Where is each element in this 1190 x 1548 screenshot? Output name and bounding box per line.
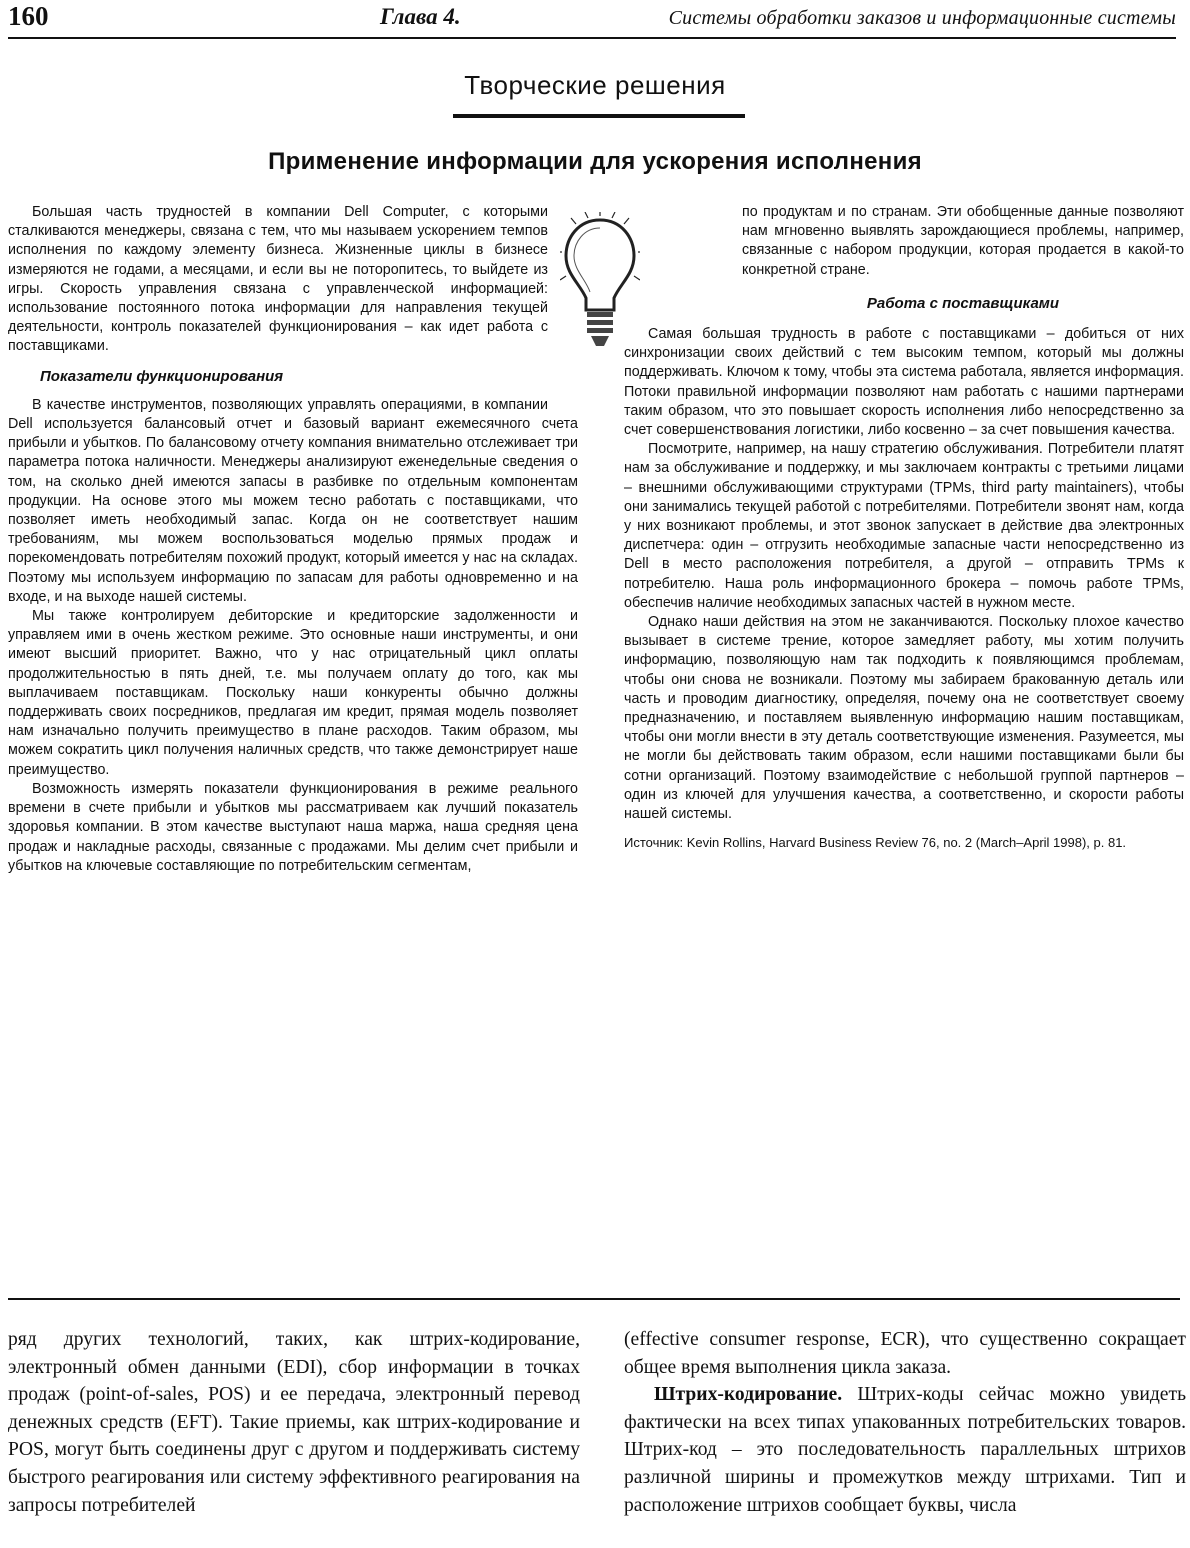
box-heading [0,70,1190,101]
section-lead: Штрих-кодирование. [654,1384,843,1406]
bulb-spacer [624,203,742,323]
box-paragraph: В качестве инструментов, позволяющих управлять операциями, в компании Dell используется балансовый отчет и базовый вариант ежемесячного счета прибыли и убытков. По балансовому отчету компания внимательно отслеживает три параметра потока наличности. Менеджеры анализируют еженедельные сведения о том, на сколько дней имеются запасы в разбивке по отдельным компонентам продукции. На основе этого мы можем тесно работать с поставщиками, что позволяет иметь необходимый запас. Когда он не соответствует нашим требованиям, мы можем воспользоваться моделью прямых продаж и порекомендовать потребителям похожий продукт, который имеется у нас на складах. Поэтому мы используем информацию по запасам для работы одновременно и на входе, и на выходе нашей системы. [8,396,578,605]
box-paragraph: Однако наши действия на этом не заканчиваются. Поскольку плохое качество вызывает в системе трение, которое замедляет работу, мы хотим получить информацию, позволяющую нам так подходить к появляющимся проблемам, чтобы они снова не возникали. Поэтому мы забираем бракованную деталь или часть и проводим диагностику, определяя, почему она не соответствует своему предназначению, и поставляем выявленную информацию нашим поставщикам, чтобы они могли внести в эту деталь соответствующие изменения. Разумеется, мы не могли бы действовать таким образом, если нашими поставщиками были бы сотни организаций. Поэтому взаимодействие с небольшой группой партнеров – один из ключей для улучшения качества, а соответственно, и скорости работы нашей системы. [624,614,1184,823]
running-title: Системы обработки заказов и информационные системы [668,7,1176,29]
box-paragraph: Возможность измерять показатели функционирования в режиме реального времени в счете прибыли и убытков мы рассматриваем как лучший показатель здоровья компании. В этом качестве выступают наша маржа, наша средняя цена продаж и накладные расходы, связанные с продажами. Мы делим счет прибыли и убытков на ключевые составляющие по потребительским сегментам, [8,780,578,874]
header-rule [8,37,1176,39]
box-paragraph: Мы также контролируем дебиторские и кредиторские задолженности и управляем ими в очень жестком режиме. Это основные наши инструменты, и они имеют высший приоритет. Важно, что у нас отрицательный цикл оплаты продолжительностью в пять дней, т.е. мы получаем оплату до того, как мы выплачиваем поставщикам. Поскольку наши конкуренты обычно должны поддерживать своих посредников, предлагая им кредит, прямая модель позволяет нам изначально получить преимущество в плане расходов. Таким образом, мы можем сократить цикл получения наличных средств, что также демонстрирует наше преимущество. [8,608,578,778]
box-right-column [624,203,1184,852]
box-paragraph: Посмотрите, например, на нашу стратегию обслуживания. Потребители платят нам за обслуживание и поддержку, и мы заключаем контракты с третьими лицами – внешними обслуживающими структурами (TPMs, third party maintainers), чтобы они занимались текущей работой с потребителями. Потребители звонят нам, когда у них возникают проблемы, и этот звонок запускает в действие два электронных диспетчера: один – отгрузить необходимые запасные части непосредственно из Dell в место расположения потребителя, а другой – отправить TPMs к потребителю. Наша роль информационного брокера – помочь работе TPMs, обеспечив наличие необходимых запасных частей в нужном месте. [624,441,1184,611]
main-right-column [624,1326,1186,1519]
bulb-spacer [548,203,578,408]
chapter-label: Глава 4. [380,4,461,29]
box-title: Применение информации для ускорения исполнения [268,148,922,175]
section-text: Штрих-коды сейчас можно увидеть фактически на всех типах упакованных потребительских товаров. Штрих-код – это последовательность параллельных штрихов различной ширины и промежутков между штрихами. Тип и расположение штрихов сообщает буквы, числа [624,1384,1186,1516]
box-subheading: Показатели функционирования [40,367,284,385]
main-paragraph: ряд других технологий, таких, как штрих-кодирование, электронный обмен данными (EDI), сбор информации в точках продаж (point-of-sales, POS) и ее передача, электронный перевод денежных средств (EFT). Такие приемы, как штрих-кодирование и POS, могут быть соединены друг с другом и поддерживать систему быстрого реагирования или систему эффективного реагирования на запросы потребителей [8,1329,580,1516]
box-paragraph: Самая большая трудность в работе с поставщиками – добиться от них синхронизации своих действий с тем высоким темпом, который мы должны поддерживать. Ключом к тому, чтобы эта система работала, является информация. Потоки правильной информации позволяют нам работать с нашими партнерами таким образом, что это повышает скорость исполнения либо непосредственно за счет совершенствования логистики, либо косвенно – за счет повышения качества. [624,326,1184,439]
main-paragraph: (effective consumer response, ECR), что существенно сокращает общее время выполнения цикла заказа. [624,1329,1186,1378]
box-paragraph: Большая часть трудностей в компании Dell Computer, с которыми сталкиваются менеджеры, связана с тем, что мы называем ускорением темпов исполнения по каждому элементу бизнеса. Жизненные циклы в бизнесе измеряются не годами, а месяцами, и если вы не поторопитесь, то выйдете из игры. Скорость управления связана с управленческой информацией: использование постоянного потока информации для направления текущей деятельности, контроль показателей функционирования – как идет работа с поставщиками. [8,204,548,355]
box-left-column [8,203,578,876]
box-paragraph: по продуктам и по странам. Эти обобщенные данные позволяют нам мгновенно выявлять зарождающиеся проблемы, например, связанные с набором продукции, которая продается в какой-то конкретной стране. [742,204,1184,278]
box-bottom-rule [8,1298,1180,1300]
source-citation: Источник: Kevin Rollins, Harvard Business Review 76, no. 2 (March–April 1998), p. 81. [624,835,1127,851]
box-heading-underline [453,114,745,118]
box-heading-text: Творческие решения [464,70,726,100]
page-number: 160 [8,1,49,31]
box-subheading: Работа с поставщиками [866,294,1060,312]
main-paragraph [624,1381,1186,1519]
running-header [8,0,1176,38]
main-left-column [8,1326,580,1519]
